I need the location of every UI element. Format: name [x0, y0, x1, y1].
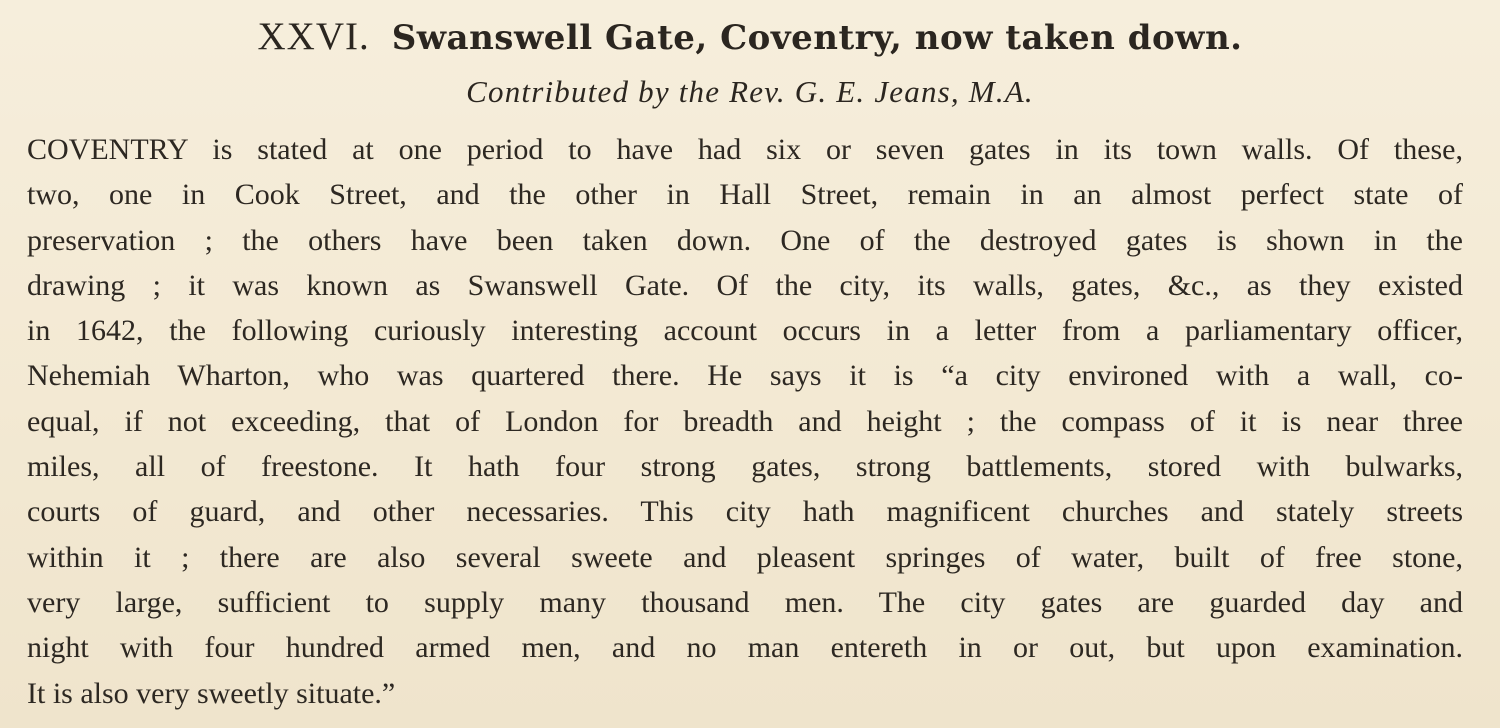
text-line: very large, sufficient to supply many thousand men. The city gates are guarded day and	[27, 585, 1463, 619]
text-line: courts of guard, and other necessaries. This city hath magnificent churches and stately streets	[27, 495, 1463, 529]
plate-heading	[0, 14, 1500, 61]
text-line: within it ; there are also several sweete and pleasent springes of water, built of free stone,	[27, 540, 1463, 574]
text-line: It is also very sweetly situate.”	[27, 676, 396, 710]
text-line: miles, all of freestone. It hath four strong gates, strong battlements, stored with bulwarks,	[27, 450, 1463, 484]
text-line: in 1642, the following curiously interesting account occurs in a letter from a parliamentary officer,	[27, 314, 1463, 348]
text-line: night with four hundred armed men, and no man entereth in or out, but upon examination.	[27, 631, 1463, 665]
text-line: two, one in Cook Street, and the other in Hall Street, remain in an almost perfect state of	[27, 178, 1463, 212]
text-line: Nehemiah Wharton, who was quartered there. He says it is “a city environed with a wall, co-	[27, 359, 1463, 393]
text-line: preservation ; the others have been taken down. One of the destroyed gates is shown in the	[27, 223, 1463, 257]
contributor-byline: Contributed by the Rev. G. E. Jeans, M.A.	[466, 74, 1034, 109]
text-line: COVENTRY is stated at one period to have had six or seven gates in its town walls. Of these,	[27, 133, 1463, 166]
body-paragraph	[27, 127, 1463, 716]
plate-numeral: XXVI.	[257, 15, 370, 58]
text-line: equal, if not exceeding, that of London for breadth and height ; the compass of it is near three	[27, 404, 1463, 438]
plate-title: Swanswell Gate, Coventry, now taken down.	[391, 18, 1243, 58]
text-line: drawing ; it was known as Swanswell Gate. Of the city, its walls, gates, &c., as they existed	[27, 268, 1463, 302]
